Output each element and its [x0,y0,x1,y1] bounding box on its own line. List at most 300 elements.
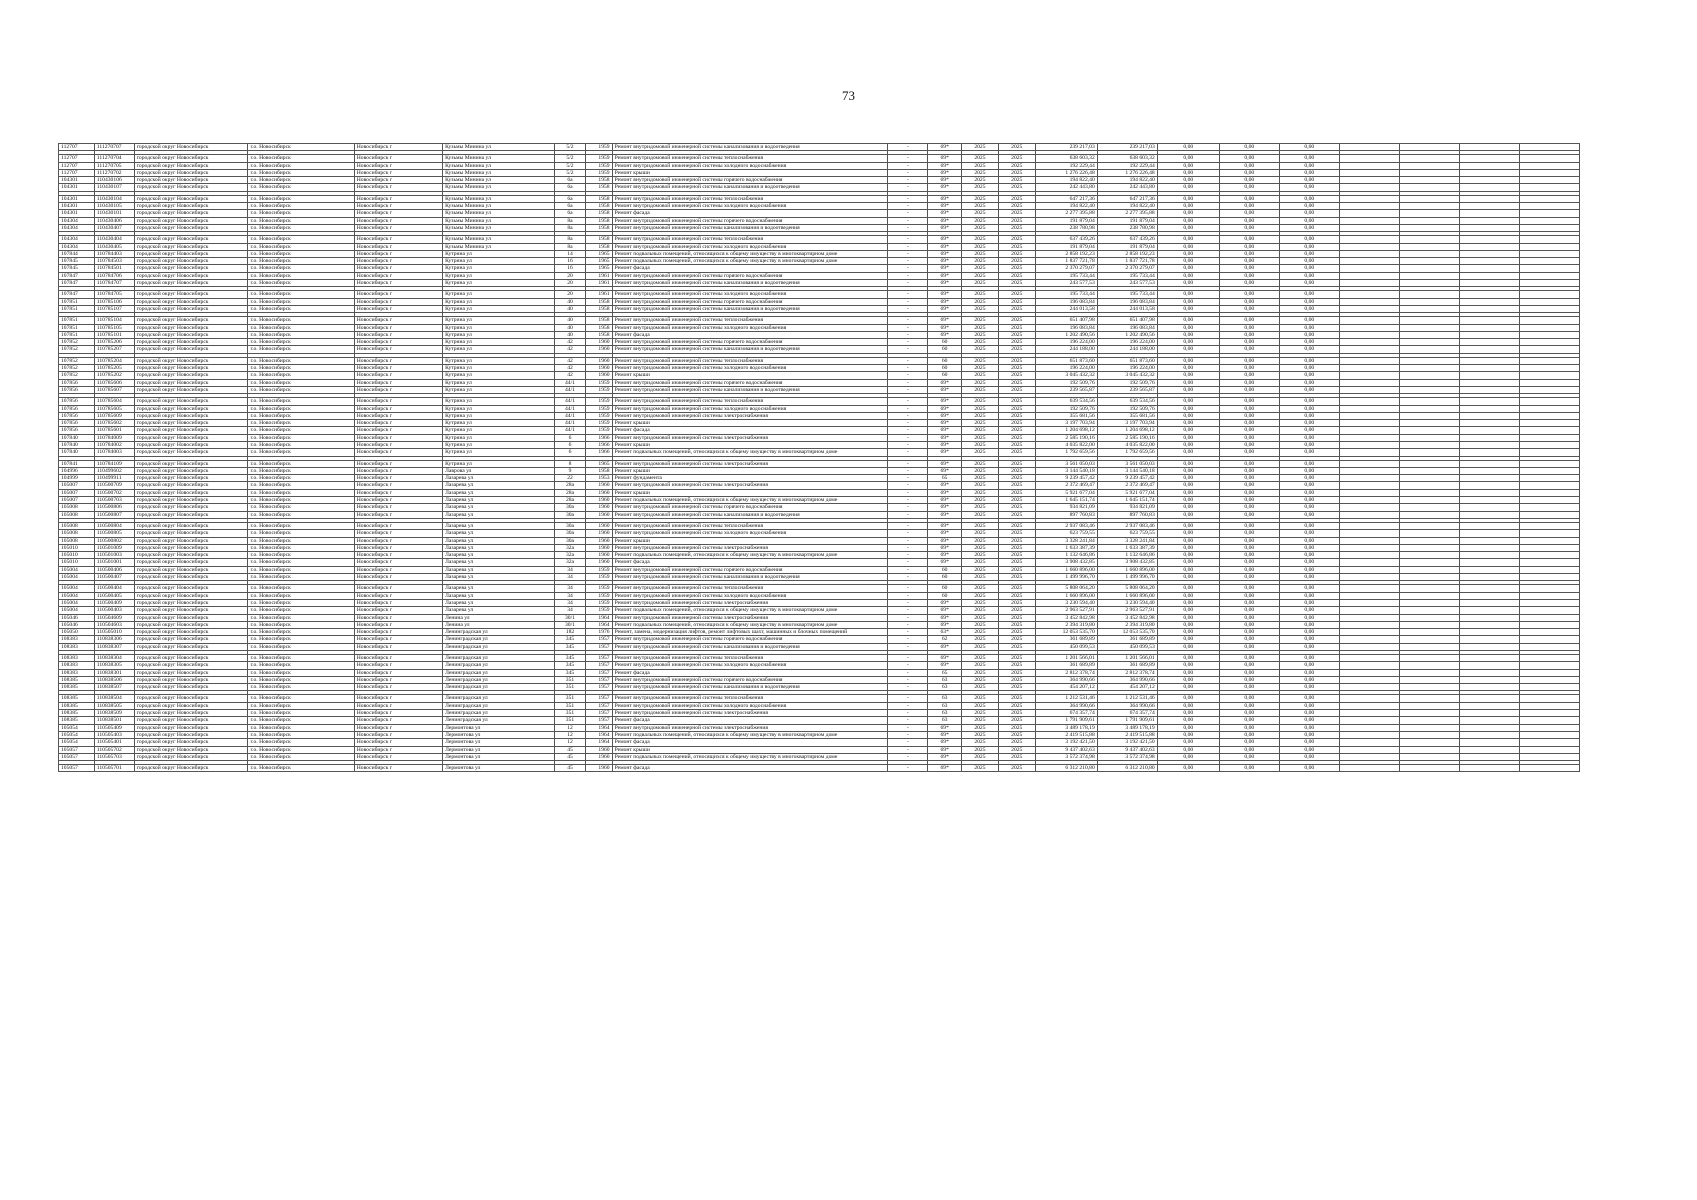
empty-cell [1459,331,1519,338]
table-cell: 40 [554,298,586,305]
table-cell: 1 791 909,61 [1035,717,1097,724]
table-cell: - [888,280,928,287]
table-cell: городской округ Новосибирск [134,614,248,621]
table-cell: Новосибирск г [354,331,442,338]
table-cell: 107851 [59,298,95,305]
table-cell: - [888,511,928,518]
table-cell: 110499602 [94,467,134,474]
table-cell: 0,00 [1279,305,1339,312]
empty-cell [1519,574,1579,581]
table-cell: Кузьмы Минина ул [443,162,555,169]
empty-cell [1339,676,1399,683]
empty-cell [1339,621,1399,628]
table-cell: 196 224,00 [1035,365,1097,372]
table-cell: 0,00 [1279,155,1339,162]
empty-cell [1339,298,1399,305]
table-cell: Кутрина ул [443,305,555,312]
table-cell: 1957 [586,710,612,717]
table-cell: Лазарева ул [443,559,555,566]
table-cell: 0,00 [1219,497,1279,504]
table-cell: 110500807 [94,511,134,518]
table-cell: городской округ Новосибирск [134,522,248,529]
empty-cell [1399,420,1459,427]
empty-cell [1459,662,1519,669]
empty-cell [1459,155,1519,162]
empty-cell [1459,258,1519,265]
table-cell: 1957 [586,695,612,702]
table-cell: 2025 [998,753,1035,760]
table-cell: 934 821,09 [1035,504,1097,511]
table-cell: городской округ Новосибирск [134,441,248,448]
table-cell: 1959 [586,585,612,592]
table-cell: 1960 [586,753,612,760]
table-cell: Новосибирск г [354,243,442,250]
table-cell: 40 [554,305,586,312]
table-cell: 107847 [59,280,95,287]
empty-cell [1339,765,1399,772]
table-cell: 2025 [998,379,1035,386]
table-cell: - [888,655,928,662]
table-cell: - [888,365,928,372]
table-cell: г.о. Новосибирск [248,592,354,599]
table-cell: 110505703 [94,753,134,760]
empty-cell [1399,441,1459,448]
empty-cell [1399,537,1459,544]
table-cell: 6а [554,177,586,184]
table-cell: 107841 [59,460,95,467]
table-cell: г.о. Новосибирск [248,386,354,393]
table-cell: 0,00 [1157,331,1219,338]
table-cell: 0,00 [1157,592,1219,599]
table-cell: 108383 [59,662,95,669]
table-cell: 0,00 [1219,258,1279,265]
table-cell: 1 132 646,86 [1097,552,1157,559]
table-cell: Лазарева ул [443,544,555,551]
table-cell: 0,00 [1157,162,1219,169]
empty-cell [1399,365,1459,372]
table-cell: 5 808 064,20 [1035,585,1097,592]
table-cell: Ремонт внутридомовой инженерной системы канализования и водоотведения [612,305,888,312]
table-cell: 2025 [962,217,999,224]
table-cell: 2025 [998,427,1035,434]
table-cell: 5/2 [554,169,586,176]
table-cell: Новосибирск г [354,357,442,364]
empty-cell [1519,243,1579,250]
table-cell: 651 407,98 [1035,317,1097,324]
table-cell: 0,00 [1157,372,1219,379]
table-cell: 0,00 [1279,765,1339,772]
table-cell: Лазарева ул [443,530,555,537]
empty-cell [1459,346,1519,353]
table-cell: Кузьмы Минина ул [443,177,555,184]
table-cell: г.о. Новосибирск [248,614,354,621]
table-cell: 454 207,12 [1097,684,1157,691]
table-cell: Ремонт внутридомовой инженерной системы горячего водоснабжения [612,272,888,279]
table-cell: 0,00 [1157,460,1219,467]
table-cell: Новосибирск г [354,475,442,482]
empty-cell [1519,203,1579,210]
table-cell: Ленинградская ул [443,702,555,709]
empty-cell [1519,210,1579,217]
table-cell: 107845 [59,258,95,265]
table-row [59,504,1580,511]
table-cell: 192 229,44 [1097,162,1157,169]
table-cell: 105010 [59,552,95,559]
empty-cell [1399,585,1459,592]
table-cell: 2025 [962,504,999,511]
table-cell: 2025 [998,467,1035,474]
table-cell: 0,00 [1219,629,1279,636]
table-cell: Новосибирск г [354,717,442,724]
table-cell: 2 858 192,23 [1097,250,1157,257]
empty-cell [1399,162,1459,169]
table-cell: 8 [554,460,586,467]
table-cell: 111270702 [94,169,134,176]
table-cell: Новосибирск г [354,280,442,287]
table-cell: 107856 [59,379,95,386]
table-cell: 60 [928,566,962,573]
empty-cell [1399,753,1459,760]
table-cell: 6 312 210,80 [1097,765,1157,772]
empty-cell [1459,497,1519,504]
table-cell: 2025 [998,298,1035,305]
table-cell: 2025 [998,250,1035,257]
table-cell: 2025 [998,434,1035,441]
table-cell: 0,00 [1219,317,1279,324]
table-cell: 2 585 190,16 [1097,434,1157,441]
table-cell: 0,00 [1157,291,1219,298]
table-cell: Ремонт внутридомовой инженерной системы холодного водоснабжения [612,405,888,412]
table-cell: 0,00 [1279,592,1339,599]
table-cell: 639 534,56 [1097,398,1157,405]
table-cell: Новосибирск г [354,702,442,709]
table-cell: 2025 [962,475,999,482]
table-cell: Лаврова ул [443,467,555,474]
empty-cell [1459,434,1519,441]
table-cell: г.о. Новосибирск [248,434,354,441]
table-cell: г.о. Новосибирск [248,636,354,643]
table-cell: Новосибирск г [354,184,442,191]
table-cell: 0,00 [1157,614,1219,621]
table-cell: - [888,717,928,724]
table-cell: 364 990,66 [1035,676,1097,683]
table-cell: 1 837 721,78 [1035,258,1097,265]
table-cell: 9 239 457,42 [1097,475,1157,482]
table-cell: Ремонт внутридомовой инженерной системы холодного водоснабжения [612,365,888,372]
table-cell: 0,00 [1279,566,1339,573]
empty-cell [1339,346,1399,353]
table-cell: Новосибирск г [354,614,442,621]
table-cell: 0,00 [1219,537,1279,544]
table-cell: 42 [554,372,586,379]
table-cell: 2025 [962,636,999,643]
table-cell: Ремонт внутридомовой инженерной системы теплоснабжения [612,695,888,702]
empty-cell [1519,272,1579,279]
empty-cell [1339,599,1399,606]
table-cell: 110500802 [94,537,134,544]
table-cell: 0,00 [1157,184,1219,191]
table-cell: 105054 [59,731,95,738]
table-row [59,365,1580,372]
table-cell: 0,00 [1279,398,1339,405]
table-cell: 60 [928,574,962,581]
empty-cell [1519,434,1579,441]
empty-cell [1459,357,1519,364]
table-cell: городской округ Новосибирск [134,372,248,379]
table-cell: 1958 [586,305,612,312]
table-cell: 1 660 896,00 [1097,592,1157,599]
table-cell: Новосибирск г [354,607,442,614]
table-cell: - [888,372,928,379]
empty-cell [1399,643,1459,650]
table-cell: Новосибирск г [354,566,442,573]
table-cell: - [888,224,928,231]
table-cell: 107852 [59,365,95,372]
empty-cell [1459,511,1519,518]
table-cell: 1957 [586,676,612,683]
table-cell: 364 990,66 [1097,702,1157,709]
table-cell: 110785106 [94,298,134,305]
table-cell: - [888,731,928,738]
table-cell: 0,00 [1157,655,1219,662]
empty-cell [1459,195,1519,202]
table-cell: 69* [928,434,962,441]
table-cell: 108385 [59,695,95,702]
table-cell: 2025 [998,412,1035,419]
empty-cell [1459,379,1519,386]
table-cell: 2025 [962,537,999,544]
empty-cell [1399,710,1459,717]
table-cell: Кутрина ул [443,324,555,331]
empty-cell [1459,169,1519,176]
table-cell: 2025 [962,324,999,331]
table-cell: Ремонт, замена, модернизация лифтов, ремонт лифтовых шахт, машинных и блочных помещений [612,629,888,636]
table-cell: 1959 [586,427,612,434]
table-cell: 2025 [962,365,999,372]
table-cell: 34 [554,574,586,581]
table-cell: Ремонт внутридомовой инженерной системы теплоснабжения [612,236,888,243]
table-cell: 110838304 [94,655,134,662]
table-row [59,210,1580,217]
empty-cell [1459,217,1519,224]
table-cell: - [888,317,928,324]
table-cell: 0,00 [1279,599,1339,606]
table-cell: 0,00 [1279,331,1339,338]
table-cell: 3 328 241,84 [1035,537,1097,544]
table-cell: 0,00 [1279,324,1339,331]
empty-cell [1519,511,1579,518]
table-cell: - [888,746,928,753]
table-cell: 0,00 [1279,434,1339,441]
table-cell: 69* [928,250,962,257]
table-cell: 0,00 [1219,339,1279,346]
table-row [59,489,1580,496]
table-cell: 1959 [586,420,612,427]
empty-cell [1399,655,1459,662]
empty-cell [1459,629,1519,636]
table-row [59,224,1580,231]
table-cell: 69* [928,739,962,746]
table-cell: 108385 [59,702,95,709]
table-cell: 0,00 [1157,676,1219,683]
table-cell: г.о. Новосибирск [248,717,354,724]
table-cell: - [888,398,928,405]
table-cell: 5 921 677,04 [1097,489,1157,496]
table-cell: 2025 [998,217,1035,224]
table-cell: 0,00 [1279,585,1339,592]
table-cell: 3 572 374,98 [1035,753,1097,760]
table-cell: Ремонт подвальных помещений, относящихся к общему имуществу в многоквартирном доме [612,552,888,559]
table-cell: г.о. Новосибирск [248,331,354,338]
table-cell: 1966 [586,449,612,456]
table-cell: 69* [928,614,962,621]
empty-cell [1339,162,1399,169]
table-cell: Ремонт подвальных помещений, относящихся к общему имуществу в многоквартирном доме [612,497,888,504]
table-cell: 0,00 [1219,155,1279,162]
table-cell: Лазарева ул [443,552,555,559]
table-cell: 110430104 [94,195,134,202]
table-cell: 1 276 226,48 [1035,169,1097,176]
table-cell: 1959 [586,169,612,176]
table-cell: 0,00 [1279,162,1339,169]
table-row [59,280,1580,287]
table-cell: 9 239 457,42 [1035,475,1097,482]
empty-cell [1399,669,1459,676]
empty-cell [1519,537,1579,544]
table-cell: г.о. Новосибирск [248,489,354,496]
table-cell: Ремонт внутридомовой инженерной системы холодного водоснабжения [612,203,888,210]
table-cell: г.о. Новосибирск [248,357,354,364]
table-cell: 0,00 [1157,155,1219,162]
table-cell: 1 499 996,70 [1097,574,1157,581]
table-cell: 2 812 378,74 [1035,669,1097,676]
table-cell: 450 099,53 [1097,643,1157,650]
table-cell: Ремонт крыши [612,537,888,544]
table-cell: - [888,379,928,386]
table-cell: 2025 [998,489,1035,496]
empty-cell [1519,467,1579,474]
table-cell: 623 759,55 [1097,530,1157,537]
table-row [59,177,1580,184]
table-cell: 0,00 [1219,434,1279,441]
table-cell: Ремонт внутридомовой инженерной системы канализования и водоотведения [612,184,888,191]
table-cell: 244 013,58 [1035,305,1097,312]
table-cell: 2025 [998,243,1035,250]
table-cell: 2025 [998,236,1035,243]
empty-cell [1519,224,1579,231]
table-cell: Кузьмы Минина ул [443,224,555,231]
empty-cell [1339,305,1399,312]
table-cell: 110785607 [94,386,134,393]
table-cell: 0,00 [1279,217,1339,224]
table-cell: 110505701 [94,765,134,772]
table-cell: - [888,504,928,511]
table-cell: 2025 [962,746,999,753]
empty-cell [1519,427,1579,434]
table-cell: 0,00 [1279,504,1339,511]
table-cell: г.о. Новосибирск [248,684,354,691]
table-cell: 345 [554,636,586,643]
table-cell: 45 [554,753,586,760]
table-cell: 14 [554,250,586,257]
table-cell: 105054 [59,724,95,731]
table-cell: 2025 [998,258,1035,265]
empty-cell [1399,398,1459,405]
table-cell: 0,00 [1279,449,1339,456]
table-cell: 194 822,40 [1097,203,1157,210]
table-cell: 191 879,04 [1097,243,1157,250]
table-cell: городской округ Новосибирск [134,695,248,702]
empty-cell [1519,629,1579,636]
empty-cell [1339,441,1399,448]
empty-cell [1519,412,1579,419]
table-cell: Новосибирск г [354,346,442,353]
table-cell: 638 603,32 [1035,155,1097,162]
table-cell: 2025 [962,203,999,210]
table-cell: 104999 [59,475,95,482]
table-cell: 2025 [998,203,1035,210]
table-cell: 2025 [962,162,999,169]
table-cell: 0,00 [1157,662,1219,669]
table-cell: 105010 [59,544,95,551]
table-cell: 0,00 [1157,731,1219,738]
empty-cell [1459,544,1519,551]
table-cell: 0,00 [1219,250,1279,257]
table-cell: 1959 [586,412,612,419]
table-cell: - [888,522,928,529]
table-cell: г.о. Новосибирск [248,702,354,709]
table-cell: 2025 [962,441,999,448]
empty-cell [1459,210,1519,217]
empty-cell [1519,386,1579,393]
table-cell: 69* [928,643,962,650]
table-cell: 0,00 [1157,305,1219,312]
table-row [59,258,1580,265]
table-row [59,669,1580,676]
table-cell: Лазарева ул [443,574,555,581]
table-cell: городской округ Новосибирск [134,291,248,298]
table-cell: Кутрина ул [443,405,555,412]
empty-cell [1399,195,1459,202]
empty-cell [1399,298,1459,305]
table-cell: городской округ Новосибирск [134,280,248,287]
table-cell: 0,00 [1279,621,1339,628]
table-cell: 0,00 [1279,243,1339,250]
table-cell: - [888,552,928,559]
table-cell: Новосибирск г [354,365,442,372]
table-cell: 0,00 [1157,739,1219,746]
table-cell: 107840 [59,449,95,456]
table-cell: 110838506 [94,676,134,683]
table-cell: 2025 [962,346,999,353]
table-cell: 0,00 [1157,530,1219,537]
empty-cell [1399,280,1459,287]
table-cell: Кутрина ул [443,460,555,467]
table-cell: 0,00 [1157,695,1219,702]
empty-cell [1459,420,1519,427]
table-cell: городской округ Новосибирск [134,559,248,566]
table-cell: 0,00 [1219,702,1279,709]
table-cell: г.о. Новосибирск [248,272,354,279]
table-cell: 195 733,44 [1097,291,1157,298]
table-cell: 3 328 241,84 [1097,537,1157,544]
table-cell: 2025 [998,365,1035,372]
empty-cell [1519,265,1579,272]
table-cell: 2025 [962,460,999,467]
table-cell: городской округ Новосибирск [134,398,248,405]
table-cell: 107851 [59,317,95,324]
table-cell: Ремонт внутридомовой инженерной системы электроснабжения [612,724,888,731]
